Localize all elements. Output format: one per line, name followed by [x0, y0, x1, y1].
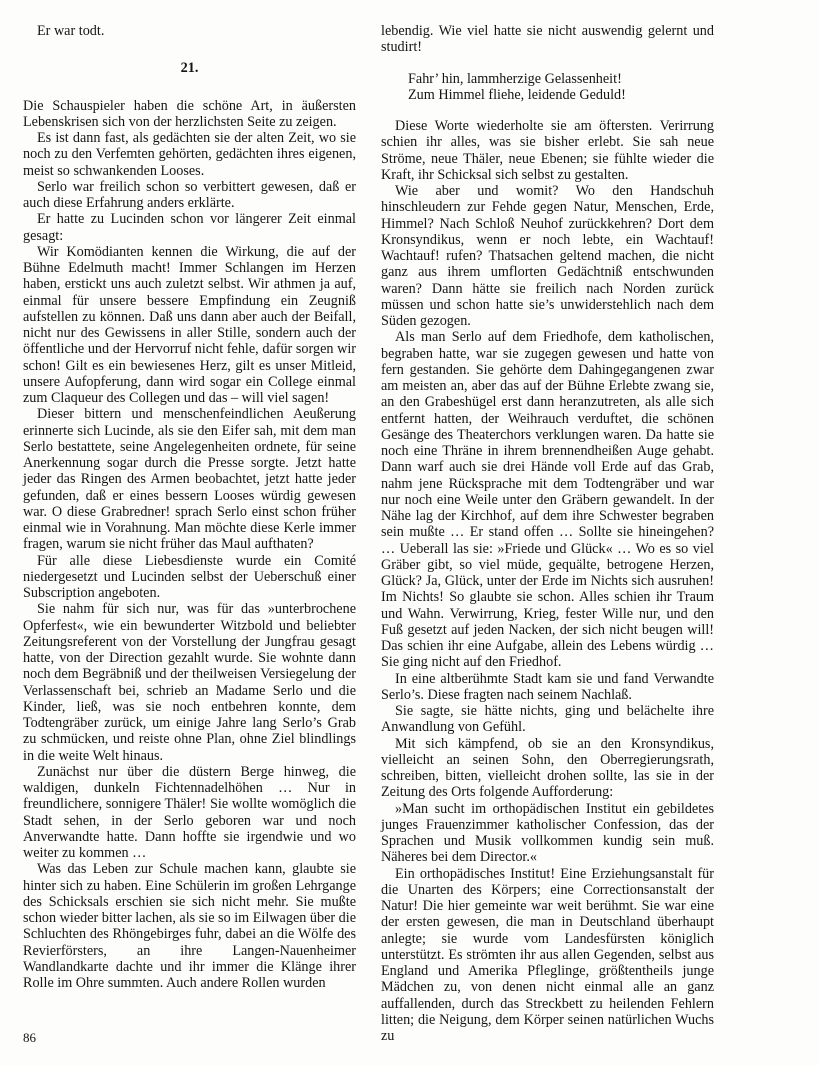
continuation-paragraph: lebendig. Wie viel hatte sie nicht auswendig gelernt und studirt! [381, 23, 714, 56]
verse-quote [381, 71, 714, 104]
page-number: 86 [23, 1030, 36, 1045]
paragraph: Mit sich kämpfend, ob sie an den Kronsyndikus, vielleicht an seinen Sohn, den Oberregierungsrath, schreiben, bitten, vielleicht drohen sollte, las sie in der Zeitung des Orts folgende Aufforderung: [381, 735, 714, 801]
paragraph: Wie aber und womit? Wo den Handschuh hinschleudern zur Fehde gegen Natur, Menschen, Erde, Himmel? Nach Schloß Neuhof zurückkehren? Dort dem Kronsyndikus, wenn er noch lebte, ein Wachtauf! Wachtauf! rufen? Thatsachen geltend machen, die nicht ganz aus ihrem umflorten Gedächtniß entschwunden waren? Dann hätte sie freilich nach Norden zurück müssen und schon hatte sie’s unwiderstehlich nach dem Süden gezogen. [381, 183, 714, 329]
right-column [381, 23, 714, 1044]
paragraph: Serlo war freilich schon so verbittert gewesen, daß er auch diese Erfahrung anders erklärte. [23, 178, 356, 211]
paragraph: Diese Worte wiederholte sie am öftersten. Verirrung schien ihr alles, was sie bisher erlebt. Sie sah neue Ströme, neue Thäler, neue Ebenen; sie fühlte wieder die Kraft, ihr Schicksal sich selbst zu gestalten. [381, 118, 714, 183]
paragraph: Wir Komödianten kennen die Wirkung, die auf der Bühne Edelmuth macht! Immer Schlangen im Herzen haben, erstickt uns auch zuletzt selbst. Wir athmen ja auf, einmal für unsere bessere Empfindung ein Zeugniß aufstellen zu können. Daß uns dann aber auch der Beifall, nicht nur des Gewissens in aller Stille, sondern auch der öffentliche und der Hervorruf nicht fehle, dafür sorgen wir schon! Gilt es ein bewiesenes Herz, gilt es unser Mitleid, unsere Aufopferung, dann wird sogar ein College einmal zum Claqueur des Collegen und das – will viel sagen! [23, 243, 356, 406]
paragraph: Als man Serlo auf dem Friedhofe, dem katholischen, begraben hatte, war sie zugegen gewesen und hatte von fern gestanden. Sie gehörte dem Dahingegangenen zwar am meisten an, aber das auf der Bühne Erlebte zwang sie, an den Grabeshügel erst dann heranzutreten, als alle sich entfernt hatten, der Weihrauch verduftet, die schönen Gesänge des Theaterchors verklungen waren. Da hatte sie noch eine Thräne in ihrem brennendheißen Auge gehabt. Dann warf auch sie drei Hände voll Erde auf das Grab, nahm jene Rücksprache mit dem Todtengräber und war nur noch eine Weile unter den Gräbern gewandelt. In der Nähe lag der Kirchhof, auf dem ihre Schwester begraben sein mußte … Er stand offen … Sollte sie hineingehen? … Ueberall las sie: »Friede und Glück« … Wo es so viel Gräber gibt, so viel müde, gequälte, betrogene Herzen, Glück? Ja, Glück, unter der Erde im Nichts sich ausruhen! Im Nichts! So glaubte sie schon. Alles schien ihr Traum und Wahn. Verwirrung, Krieg, fester Wille nur, und den Fuß gesetzt auf jeden Nacken, der sich nicht beugen will! Das schien ihr eine Aufgabe, allein des Lebens würdig … Sie ging nicht auf den Friedhof. [381, 329, 714, 671]
section-number-heading: 21. [180, 60, 199, 77]
paragraph: Sie nahm für sich nur, was für das »unterbrochene Opferfest«, wie ein bewunderter Witzbold und beliebter Zeitungsreferent von der Vorstellung der Jungfrau gesagt hatte, von der Direction gezahlt wurde. Sie wohnte dann noch dem Begräbniß und der theilweisen Versiegelung der Verlassenschaft bei, schrieb an Madame Serlo und die Kinder, ließ, was sie noch entbehren konnte, dem Todtengräber zurück, um einige Jahre lang Serlo’s Grab zu schmücken, und reiste ohne Plan, ohne Ziel blindlings in die weite Welt hinaus. [23, 601, 356, 764]
paragraph: Für alle diese Liebesdienste wurde ein Comité niedergesetzt und Lucinden selbst der Ueberschuß einer Subscription angeboten. [23, 552, 356, 601]
paragraph: Er hatte zu Lucinden schon vor längerer Zeit einmal gesagt: [23, 211, 356, 244]
left-column [23, 23, 356, 991]
verse-line: Fahr’ hin, lammherzige Gelassenheit! [408, 70, 622, 87]
paragraph: Sie sagte, sie hätte nichts, ging und belächelte ihre Anwandlung von Gefühl. [381, 703, 714, 736]
paragraph: Was das Leben zur Schule machen kann, glaubte sie hinter sich zu haben. Eine Schülerin im großen Lehrgange des Schicksals erschien sie sich nicht mehr. Sie mußte schon wieder bitter lachen, als sie so im Eilwagen über die Schluchten des Rhöngebirges fuhr, dabei an die Wölfe des Revierförsters, an ihre Langen-Nauenheimer Wandlandkarte dachte und ihr immer die Klänge ihrer Rolle im Ohre summten. Auch andere Rollen wurden [23, 861, 356, 991]
paragraph: Die Schauspieler haben die schöne Art, in äußersten Lebenskrisen sich von der herzlichsten Seite zu zeigen. [23, 97, 356, 130]
paragraph: In eine altberühmte Stadt kam sie und fand Verwandte Serlo’s. Diese fragten nach seinem Nachlaß. [381, 670, 714, 703]
verse-line: Zum Himmel fliehe, leidende Geduld! [408, 86, 626, 103]
paragraph: »Man sucht im orthopädischen Institut ein gebildetes junges Frauenzimmer katholischer Confession, das der Sprachen und Musik vollkommen kundig sein muß. Näheres bei dem Director.« [381, 800, 714, 866]
opening-line: Er war todt. [37, 23, 105, 39]
paragraph: Es ist dann fast, als gedächten sie der alten Zeit, wo sie noch zu den Verfemten gehörten, gedächten ihres eigenen, meist so schwankenden Looses. [23, 130, 356, 179]
paragraph: Dieser bittern und menschenfeindlichen Aeußerung erinnerte sich Lucinde, als sie den Eifer sah, mit dem man Serlo bestattete, seine Angelegenheiten ordnete, für seine Anerkennung sogar durch die Presse sorgte. Jetzt hatte jeder das Ringen des Armen beobachtet, jetzt hatte jeder gefunden, daß er eines bessern Looses würdig gewesen war. O diese Grabredner! sprach Serlo einst schon früher einmal wie in Vorahnung. Man möchte diese Kerle immer fragen, warum sie nicht früher das Maul aufthaten? [23, 406, 356, 553]
paragraph: Zunächst nur über die düstern Berge hinweg, die waldigen, dunkeln Fichtennadelhöhen … Nur in freundlichere, sonnigere Thäler! Sie wollte womöglich die Stadt sehen, in der Serlo geboren war und noch Anverwandte hatte. Dann hoffte sie irgendwie und wo weiter zu kommen … [23, 763, 356, 861]
paragraph: Ein orthopädisches Institut! Eine Erziehungsanstalt für die Unarten des Körpers; eine Correctionsanstalt der Natur! Die hier gemeinte war weit berühmt. Sie war eine der ersten gewesen, die man in Deutschland überhaupt anlegte; sie wurde vom Landesfürsten königlich unterstützt. Es strömten ihr aus allen Gegenden, selbst aus England und Amerika Pfleglinge, größtentheils junge Mädchen zu, von denen nicht einmal alle an ganz auffallenden, durch das Streckbett zu heilenden Fehlern litten; die Neigung, dem Körper seinen natürlichen Wuchs zu [381, 865, 714, 1044]
